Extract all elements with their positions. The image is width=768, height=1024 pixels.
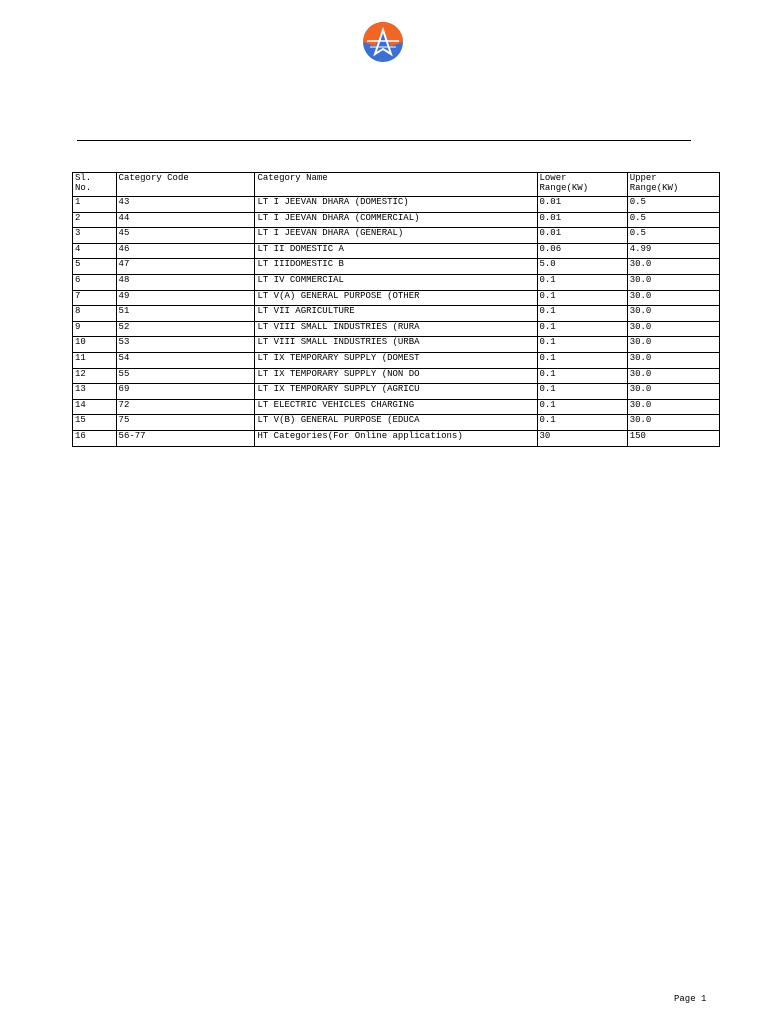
cell-lower-range: 0.1 — [537, 290, 627, 306]
cell-category-name: LT VII AGRICULTURE — [255, 306, 537, 322]
cell-upper-range: 30.0 — [627, 259, 719, 275]
cell-category-name: LT II DOMESTIC A — [255, 243, 537, 259]
cell-category-code: 72 — [116, 399, 255, 415]
table-row — [73, 399, 720, 415]
header-category-name: Category Name — [255, 173, 537, 197]
cell-lower-range: 0.01 — [537, 212, 627, 228]
table-row — [73, 384, 720, 400]
cell-sl-no: 12 — [73, 368, 117, 384]
table-row — [73, 337, 720, 353]
table-row — [73, 290, 720, 306]
table-row — [73, 306, 720, 322]
cell-lower-range: 0.01 — [537, 228, 627, 244]
cell-upper-range: 30.0 — [627, 321, 719, 337]
cell-lower-range: 0.1 — [537, 337, 627, 353]
cell-sl-no: 1 — [73, 197, 117, 213]
cell-category-code: 46 — [116, 243, 255, 259]
table-row — [73, 368, 720, 384]
cell-upper-range: 30.0 — [627, 306, 719, 322]
cell-lower-range: 0.1 — [537, 274, 627, 290]
cell-category-code: 45 — [116, 228, 255, 244]
table-row — [73, 415, 720, 431]
cell-lower-range: 5.0 — [537, 259, 627, 275]
cell-category-name: LT I JEEVAN DHARA (DOMESTIC) — [255, 197, 537, 213]
cell-upper-range: 0.5 — [627, 228, 719, 244]
cell-lower-range: 0.1 — [537, 415, 627, 431]
header-lower-range: Lower Range(KW) — [537, 173, 627, 197]
cell-category-code: 48 — [116, 274, 255, 290]
cell-category-name: LT IIIDOMESTIC B — [255, 259, 537, 275]
cell-upper-range: 30.0 — [627, 337, 719, 353]
cell-sl-no: 2 — [73, 212, 117, 228]
cell-sl-no: 7 — [73, 290, 117, 306]
table-row — [73, 430, 720, 446]
cell-sl-no: 4 — [73, 243, 117, 259]
cell-sl-no: 16 — [73, 430, 117, 446]
cell-upper-range: 0.5 — [627, 197, 719, 213]
cell-category-name: LT IX TEMPORARY SUPPLY (AGRICU — [255, 384, 537, 400]
cell-sl-no: 9 — [73, 321, 117, 337]
cell-category-name: LT IV COMMERCIAL — [255, 274, 537, 290]
table-body — [73, 197, 720, 447]
cell-category-name: LT I JEEVAN DHARA (COMMERCIAL) — [255, 212, 537, 228]
cell-category-code: 44 — [116, 212, 255, 228]
company-logo-icon — [363, 22, 403, 62]
cell-sl-no: 6 — [73, 274, 117, 290]
table-row — [73, 243, 720, 259]
cell-category-code: 56-77 — [116, 430, 255, 446]
cell-category-name: LT VIII SMALL INDUSTRIES (URBA — [255, 337, 537, 353]
table-row — [73, 228, 720, 244]
cell-category-code: 69 — [116, 384, 255, 400]
cell-lower-range: 0.1 — [537, 306, 627, 322]
cell-category-code: 53 — [116, 337, 255, 353]
cell-category-name: LT IX TEMPORARY SUPPLY (NON DO — [255, 368, 537, 384]
cell-category-name: LT V(B) GENERAL PURPOSE (EDUCA — [255, 415, 537, 431]
cell-category-code: 43 — [116, 197, 255, 213]
cell-sl-no: 10 — [73, 337, 117, 353]
cell-lower-range: 0.01 — [537, 197, 627, 213]
cell-upper-range: 30.0 — [627, 290, 719, 306]
cell-upper-range: 0.5 — [627, 212, 719, 228]
cell-sl-no: 5 — [73, 259, 117, 275]
cell-category-code: 54 — [116, 352, 255, 368]
cell-upper-range: 30.0 — [627, 384, 719, 400]
cell-upper-range: 30.0 — [627, 415, 719, 431]
cell-lower-range: 0.1 — [537, 368, 627, 384]
table-row — [73, 321, 720, 337]
cell-sl-no: 13 — [73, 384, 117, 400]
cell-category-name: LT VIII SMALL INDUSTRIES (RURA — [255, 321, 537, 337]
cell-upper-range: 30.0 — [627, 399, 719, 415]
cell-lower-range: 0.1 — [537, 384, 627, 400]
table-row — [73, 274, 720, 290]
table-row — [73, 212, 720, 228]
cell-sl-no: 11 — [73, 352, 117, 368]
cell-sl-no: 15 — [73, 415, 117, 431]
cell-lower-range: 30 — [537, 430, 627, 446]
cell-upper-range: 30.0 — [627, 368, 719, 384]
cell-upper-range: 30.0 — [627, 352, 719, 368]
cell-lower-range: 0.1 — [537, 399, 627, 415]
category-table — [72, 172, 720, 447]
cell-upper-range: 30.0 — [627, 274, 719, 290]
header-sl-no: Sl. No. — [73, 173, 117, 197]
cell-lower-range: 0.1 — [537, 352, 627, 368]
table-row — [73, 197, 720, 213]
page-number: Page 1 — [674, 994, 707, 1004]
cell-category-name: HT Categories(For Online applications) — [255, 430, 537, 446]
cell-lower-range: 0.06 — [537, 243, 627, 259]
cell-category-name: LT IX TEMPORARY SUPPLY (DOMEST — [255, 352, 537, 368]
header-category-code: Category Code — [116, 173, 255, 197]
table-header-row — [73, 173, 720, 197]
cell-category-name: LT V(A) GENERAL PURPOSE (OTHER — [255, 290, 537, 306]
cell-sl-no: 14 — [73, 399, 117, 415]
cell-category-code: 75 — [116, 415, 255, 431]
cell-upper-range: 4.99 — [627, 243, 719, 259]
cell-category-code: 55 — [116, 368, 255, 384]
header-divider — [77, 140, 691, 141]
cell-category-name: LT ELECTRIC VEHICLES CHARGING — [255, 399, 537, 415]
table-row — [73, 259, 720, 275]
table-row — [73, 352, 720, 368]
cell-category-code: 52 — [116, 321, 255, 337]
cell-upper-range: 150 — [627, 430, 719, 446]
header-upper-range: Upper Range(KW) — [627, 173, 719, 197]
cell-category-code: 49 — [116, 290, 255, 306]
cell-category-code: 47 — [116, 259, 255, 275]
cell-sl-no: 8 — [73, 306, 117, 322]
cell-sl-no: 3 — [73, 228, 117, 244]
cell-category-name: LT I JEEVAN DHARA (GENERAL) — [255, 228, 537, 244]
cell-category-code: 51 — [116, 306, 255, 322]
cell-lower-range: 0.1 — [537, 321, 627, 337]
